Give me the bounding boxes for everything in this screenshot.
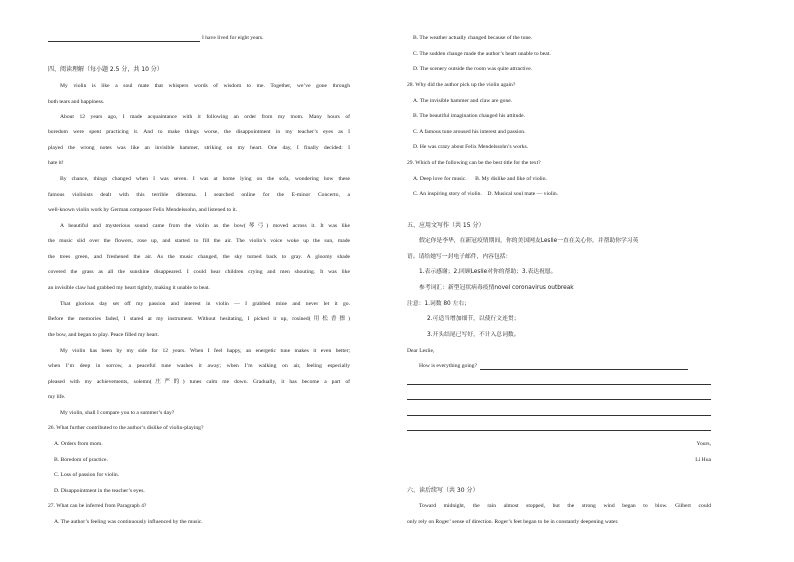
q27-option[interactable]: D. The scenery outside the room was quite attractive. [413, 66, 533, 72]
q27-option[interactable]: A. The author’s feeling was continuously influenced by the music. [54, 519, 203, 525]
letter-opening: How is everything going? [419, 363, 477, 369]
q29-options-row[interactable]: C. An inspiring story of violin. D. Musical soul mate — violin. [413, 191, 559, 197]
passage-line: pleased with my achievements, solemn(庄严的) tunes calm me down. Gradually, it has become a part of [48, 379, 350, 385]
passage-line: boredom were spent practicing it. And to make things worse, the disappointment in my teacher’s eyes as I [48, 129, 350, 135]
writing-line[interactable] [407, 399, 711, 400]
writing-task-line: 1.表示感谢；2.回顾Leslie对你的帮助；3.表达祝愿。 [419, 269, 557, 275]
passage-line: My violin has been by my side for 12 years. When I feel happy, an energetic tune makes it even better; [60, 348, 350, 354]
q28-option[interactable]: C. A famous tune aroused his interest and passion. [413, 129, 526, 135]
passage-line: both tears and happiness. [48, 99, 105, 105]
passage-line: covered the grass as all the sunshine disappeared. I could hear children crying and men shouting. It was like [48, 269, 350, 275]
writing-line[interactable] [407, 415, 711, 416]
passage-line: That glorious day set off my passion and interest in violin — I grabbed mine and never let it go. [60, 301, 350, 307]
q28-option[interactable]: B. The beautiful imagination changed his attitude. [413, 113, 526, 119]
passage-line: Before the memories faded, I stared at my instrument. Without hesitating, I picked it up, rosined(用松香擦) [48, 316, 350, 322]
question-29: 29. Which of the following can be the best title for the text? [407, 160, 541, 166]
continuation-line: Toward midnight, the rain almost stopped, but the strong wind began to blow. Gilbert could [419, 503, 711, 509]
passage-line: hate it! [48, 160, 64, 166]
continuation-line: only rely on Roger’ sense of direction. Roger’s feet began to be in constantly deepening water. [407, 519, 619, 525]
writing-task-line: 语。请给她写一封电子邮件，内容包括： [407, 254, 512, 260]
passage-line: famous violinists dealt with this terrible dilemma. I searched online for the E-minor Concerto, a [48, 192, 350, 198]
q29-options-row[interactable]: A. Deep love for music. B. My dislike and like of violin. [413, 176, 547, 182]
writing-task-line: 假定你是李华，在新冠疫情期间，你的美国网友Leslie一直在关心你，并帮助你学习英 [419, 238, 639, 244]
writing-task-line: 3.开头结尾已写好，不计入总词数。 [427, 332, 520, 338]
q28-option[interactable]: D. He was crazy about Felix Mendelssohn’s works. [413, 144, 529, 150]
q28-option[interactable]: A. The invisible hammer and claw are gone. [413, 98, 513, 104]
section5-title: 五、应用文写作（共 15 分） [407, 222, 485, 229]
passage-line: About 12 years ago, I made acquaintance with it following an order from my mom. Many hours of [60, 114, 350, 120]
passage-line: played the wrong notes was like an invisible hammer, striking on my heart. One day, I finally decided: I [48, 145, 350, 151]
passage-line: my life. [48, 394, 66, 400]
letter-opening-row [419, 362, 688, 370]
writing-task-line: 2.可适当增加细节，以使行文连贯； [427, 316, 520, 322]
q27-option[interactable]: C. The sudden change made the author’s heart unable to beat. [413, 51, 551, 57]
answer-line-row [48, 34, 264, 42]
q26-option[interactable]: C. Loss of passion for violin. [54, 472, 120, 478]
writing-line[interactable] [407, 430, 711, 431]
passage-line: A beautiful and mysterious sound came from the violin as the bow(琴弓) moved across it. It was like [60, 223, 350, 229]
q27-option[interactable]: B. The weather actually changed because of the tune. [413, 35, 533, 41]
passage-line: when I’m deep in sorrow, a peaceful tune washes it away; when I’m walking on air, feeling especially [48, 363, 350, 369]
passage-line: My violin, shall I compare you to a summer’s day? [60, 410, 175, 416]
writing-line[interactable] [407, 384, 711, 385]
q26-option[interactable]: B. Boredom of practice. [54, 457, 108, 463]
letter-greeting: Dear Leslie, [407, 348, 435, 354]
q26-option[interactable]: A. Orders from mom. [54, 441, 103, 447]
section4-title: 四、阅读理解（每小题 2.5 分，共 10 分） [48, 66, 163, 73]
letter-closing: Yours, [696, 441, 711, 447]
passage-line: By chance, things changed when I was seven. I was at home lying on the sofa, wondering how these [60, 176, 350, 182]
passage-line: My violin is like a soul mate that whispers words of wisdom to me. Together, we’ve gone through [60, 83, 350, 89]
writing-task-line: 参考词汇：新型冠状病毒疫情novel coronavirus outbreak [419, 285, 574, 291]
question-28: 28. Why did the author pick up the violin again? [407, 82, 516, 88]
writing-blank[interactable] [480, 363, 688, 370]
writing-task-line: 注意：1.词数 80 左右； [407, 301, 470, 307]
passage-line: the trees green, and freshened the air. As the music changed, the sky turned back to gray. A gloomy shade [48, 254, 350, 260]
passage-line: the music slid over the flowers, rose up, and started to fill the air. The violin’s voice woke up the sun, made [48, 238, 350, 244]
section6-title: 六、读后续写（共 30 分） [407, 487, 479, 494]
letter-signature: Li Hua [695, 457, 711, 463]
passage-line: the bow, and began to play. Peace filled my heart. [48, 332, 160, 338]
passage-line: well-known violin work by German composer Felix Mendelssohn, and listened to it. [48, 207, 238, 213]
passage-line: an invisible claw had grabbed my heart tightly, making it unable to beat. [48, 285, 210, 291]
q26-option[interactable]: D. Disappointment in the teacher’s eyes. [54, 488, 145, 494]
question-26: 26. What further contributed to the author’s dislike of violin-playing? [48, 425, 204, 431]
answer-blank[interactable] [48, 35, 200, 42]
sentence-ending: I have lived for eight years. [202, 35, 264, 41]
question-27: 27. What can be inferred from Paragraph 4? [48, 503, 147, 509]
